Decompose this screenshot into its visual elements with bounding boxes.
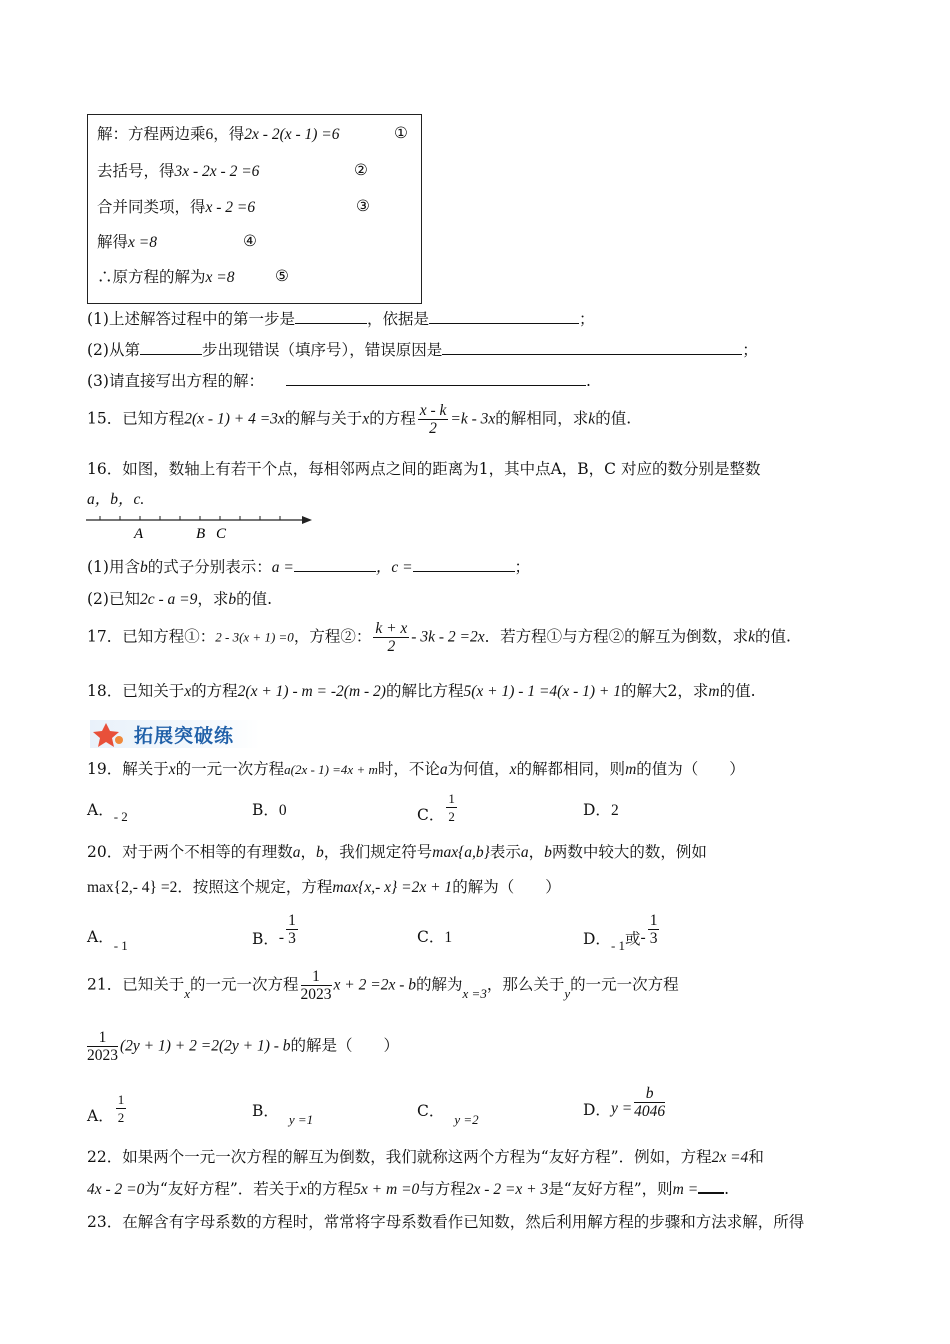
option-d[interactable]: D．y = $\frac{b}{4046}$	[583, 1085, 666, 1120]
fraction: $\frac{1}{3}$	[288, 912, 296, 947]
question-15: 15．已知方程2(x - 1) + 4 =3x的解与关于x的方程 $\frac{x - k}{2}$ =k - 3x的解相同，求k的值.	[87, 402, 632, 437]
question-16-part-2: (2)已知2c - a =9，求b的值.	[87, 590, 273, 608]
option-b[interactable]: B．- $\frac{1}{3}$	[252, 912, 296, 948]
point-b-label: B	[196, 526, 206, 542]
answer-blank[interactable]	[698, 1178, 724, 1194]
star-icon	[92, 722, 126, 748]
answer-blank[interactable]	[429, 309, 579, 324]
fraction: $\frac{1}{2023}$	[87, 1029, 118, 1064]
question-17: 17．已知方程①：2 - 3(x + 1) =0，方程②： $\frac{k + x}{2}$ - 3k - 2 =2x．若方程①与方程②的解互为倒数，求k的值.	[87, 620, 791, 655]
question-16: 16．如图，数轴上有若干个点，每相邻两点之间的距离为1，其中点A，B，C 对应的数分别是整数	[87, 460, 761, 478]
step-mark-2: ②	[354, 161, 368, 179]
question-22-line-2: 4x - 2 =0为“友好方程”．若关于x的方程5x + m =0与方程2x - 2 =x + 3是“友好方程”，则m = .	[87, 1180, 730, 1198]
question-22: 22．如果两个一元一次方程的解互为倒数，我们就称这两个方程为“友好方程”．例如，方程2x =4和	[87, 1148, 764, 1166]
section-title: 拓展突破练	[134, 725, 235, 747]
option-a[interactable]: A．$_{- 2}$	[87, 801, 128, 824]
answer-blank[interactable]	[413, 557, 515, 572]
arrow-head-icon	[302, 516, 312, 524]
answer-blank[interactable]	[295, 309, 367, 324]
option-d[interactable]: D．$_{- 1}$或- $\frac{1}{3}$	[583, 912, 658, 953]
fraction: $\frac{x - k}{2}$	[419, 402, 447, 437]
option-c[interactable]: C．1	[417, 928, 453, 946]
question-20-line-2: max{2,- 4} =2．按照这个规定，方程max{x,- x} =2x + 1的解为（ ）	[87, 878, 561, 896]
q14-part-1: (1)上述解答过程中的第一步是 ，依据是 ；	[87, 310, 595, 328]
question-16-line-2: a，b，c.	[87, 491, 145, 508]
step-mark-4: ④	[243, 232, 257, 250]
fraction: $\frac{1}{2}$	[117, 1092, 125, 1125]
option-d[interactable]: D．2	[583, 801, 619, 819]
question-21-line-2: $\frac{1}{2023}$ (2y + 1) + 2 =2(2y + 1) - b的解是（ ）	[87, 1029, 400, 1064]
option-c[interactable]: C． $_{y =2}$	[417, 1102, 479, 1127]
point-c-label: C	[216, 526, 227, 542]
fraction: $\frac{1}{2023}$	[300, 968, 332, 1003]
q14-part-3: (3)请直接写出方程的解： .	[87, 372, 591, 390]
solution-step-1: 解：方程两边乘6，得2x - 2(x - 1) =6	[97, 125, 340, 143]
answer-blank[interactable]	[442, 340, 742, 355]
question-21: 21．已知关于$_x$的一元一次方程 $\frac{1}{2023}$ x + 2 =2x - b的解为$_{x =3}$，那么关于$_y$的一元一次方程	[87, 968, 679, 1003]
fraction: $\frac{b}{4046}$	[634, 1085, 666, 1120]
answer-blank[interactable]	[140, 340, 202, 355]
question-16-part-1: (1)用含b的式子分别表示：a = ，c = ；	[87, 558, 531, 576]
fraction: $\frac{1}{2}$	[448, 791, 455, 824]
solution-step-4: 解得x =8	[97, 233, 157, 251]
option-b[interactable]: B．0	[252, 801, 287, 819]
solution-step-3: 合并同类项，得x - 2 =6	[97, 198, 256, 216]
answer-blank[interactable]	[286, 371, 586, 386]
fraction: $\frac{1}{3}$	[649, 912, 658, 947]
question-18: 18．已知关于x的方程2(x + 1) - m = -2(m - 2)的解比方程5(x + 1) - 1 =4(x - 1) + 1的解大2，求m的值.	[87, 682, 756, 700]
step-mark-5: ⑤	[275, 267, 289, 285]
question-19: 19．解关于x的一元一次方程a(2x - 1) =4x + m时，不论a为何值，x的解都相同，则m的值为（ ）	[87, 760, 745, 778]
option-a[interactable]: A． $\frac{1}{2}$	[87, 1092, 125, 1125]
question-23: 23．在解含有字母系数的方程时，常常将字母系数看作已知数，然后利用解方程的步骤和方法求解，所得	[87, 1213, 805, 1231]
solution-box	[87, 114, 422, 304]
step-mark-3: ③	[356, 197, 370, 215]
solution-step-2: 去括号，得3x - 2x - 2 =6	[97, 162, 260, 180]
option-a[interactable]: A．$_{- 1}$	[87, 928, 128, 953]
solution-step-5: ∴原方程的解为x =8	[97, 268, 235, 286]
point-a-label: A	[134, 526, 144, 542]
option-b[interactable]: B． $_{y =1}$	[252, 1102, 314, 1127]
section-banner	[90, 720, 260, 748]
q14-part-2: (2)从第 步出现错误（填序号），错误原因是 ；	[87, 341, 758, 359]
fraction: $\frac{k + x}{2}$	[375, 620, 408, 655]
question-20: 20．对于两个不相等的有理数a，b，我们规定符号max{a,b}表示a，b两数中较大的数，例如	[87, 843, 707, 861]
answer-blank[interactable]	[294, 557, 376, 572]
step-mark-1: ①	[394, 124, 408, 142]
number-line	[84, 510, 324, 544]
option-c[interactable]: C． $\frac{1}{2}$	[417, 791, 455, 824]
